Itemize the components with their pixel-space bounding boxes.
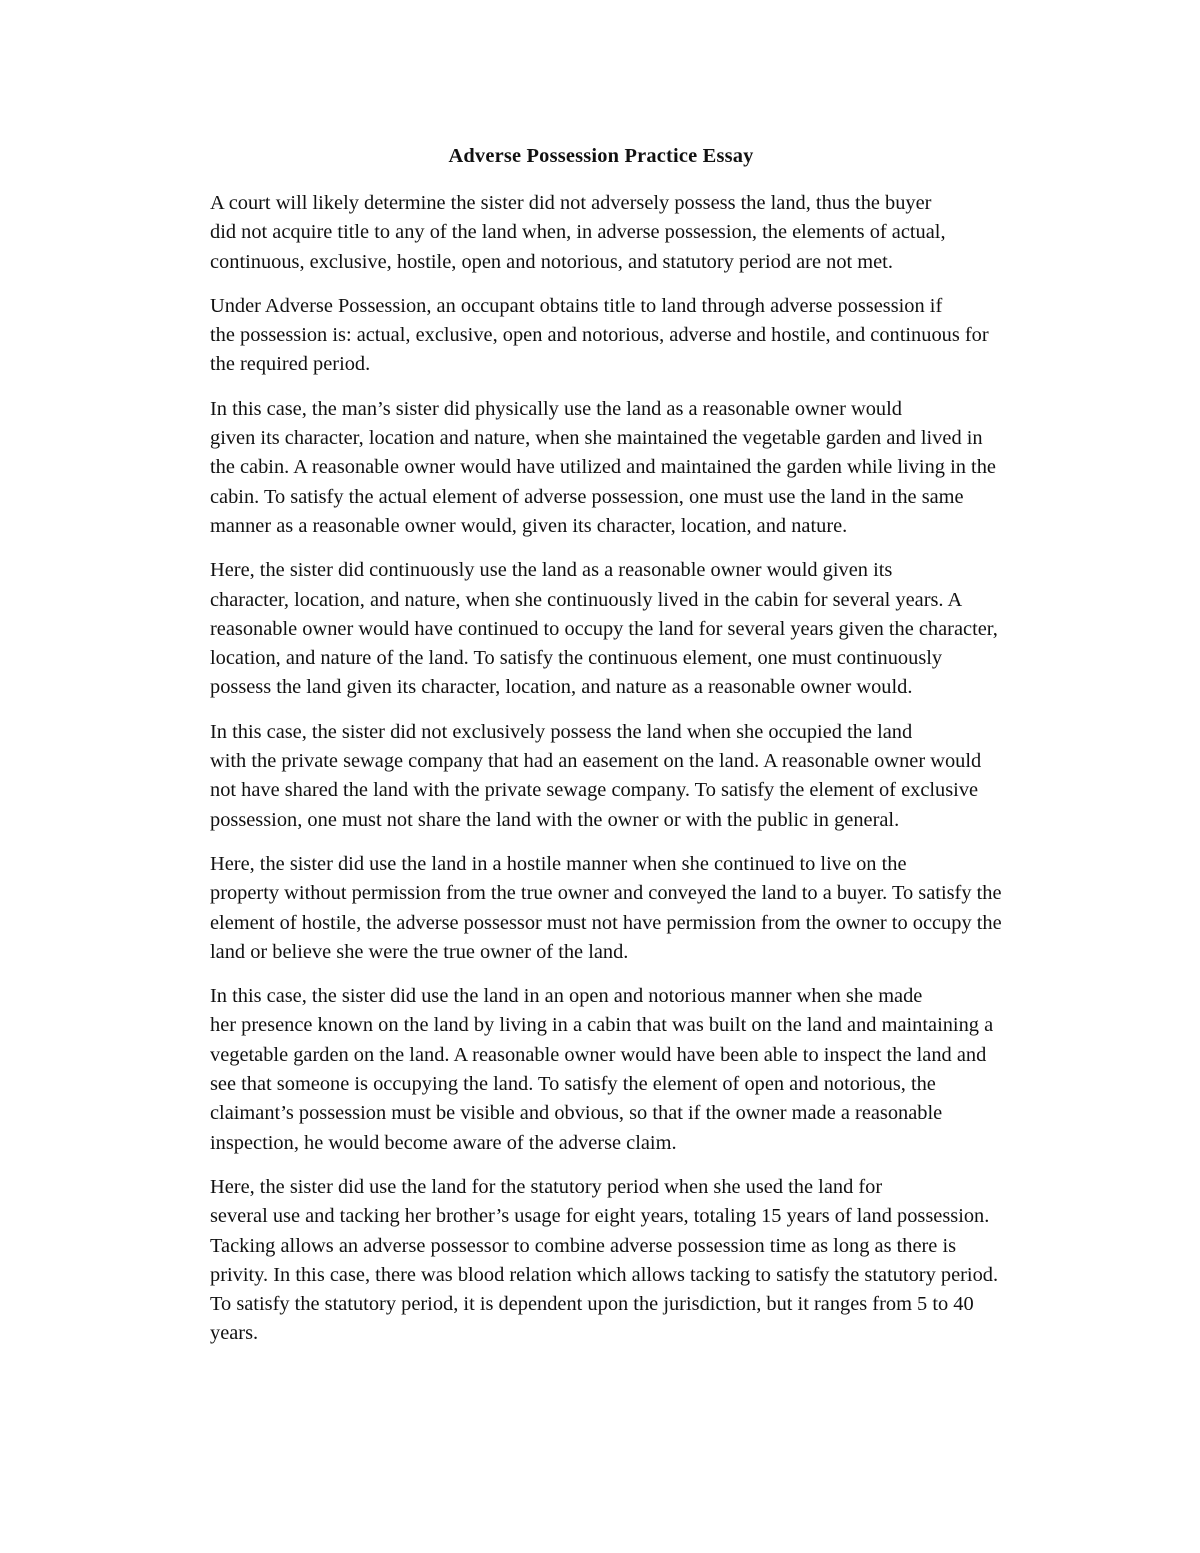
paragraph-line: see that someone is occupying the land. To satisfy the element of open and notorious, the bbox=[210, 1073, 936, 1096]
essay-paragraph bbox=[140, 292, 1062, 380]
paragraph-line: In this case, the sister did not exclusively possess the land when she occupied the land bbox=[210, 720, 913, 743]
paragraph-line: character, location, and nature, when she continuously lived in the cabin for several years. A bbox=[210, 588, 963, 611]
paragraph-line: years. bbox=[210, 1322, 259, 1345]
paragraph-line: Under Adverse Possession, an occupant obtains title to land through adverse possession if bbox=[210, 294, 943, 317]
paragraph-line: given its character, location and nature, when she maintained the vegetable garden and lived in bbox=[210, 427, 983, 450]
paragraph-line: privity. In this case, there was blood relation which allows tacking to satisfy the statutory period. bbox=[210, 1263, 999, 1286]
paragraph-line: A court will likely determine the sister did not adversely possess the land, thus the buyer bbox=[210, 192, 932, 214]
paragraph-line: claimant’s possession must be visible and obvious, so that if the owner made a reasonable bbox=[210, 1102, 943, 1125]
essay-paragraph bbox=[140, 718, 1062, 835]
essay-paragraph bbox=[140, 556, 1062, 702]
paragraph-line: To satisfy the statutory period, it is dependent upon the jurisdiction, but it ranges from 5 to 40 bbox=[210, 1293, 974, 1316]
paragraph-line: not have shared the land with the private sewage company. To satisfy the element of exclusive bbox=[210, 779, 979, 802]
paragraph-line: property without permission from the true owner and conveyed the land to a buyer. To satisfy the bbox=[210, 882, 1002, 905]
essay-paragraph bbox=[140, 395, 1062, 541]
paragraph-line: location, and nature of the land. To satisfy the continuous element, one must continuously bbox=[210, 647, 943, 670]
paragraph-line: with the private sewage company that had an easement on the land. A reasonable owner would bbox=[210, 750, 982, 773]
paragraph-line: did not acquire title to any of the land when, in adverse possession, the elements of actual, bbox=[210, 221, 946, 244]
paragraph-line: In this case, the sister did use the land in an open and notorious manner when she made bbox=[210, 985, 923, 1008]
paragraph-line: element of hostile, the adverse possessor must not have permission from the owner to occupy the bbox=[210, 911, 1002, 934]
paragraph-line: continuous, exclusive, hostile, open and notorious, and statutory period are not met. bbox=[210, 250, 893, 273]
paragraph-line: In this case, the man’s sister did physically use the land as a reasonable owner would bbox=[210, 397, 902, 420]
paragraph-line: the required period. bbox=[210, 353, 371, 376]
paragraph-line: Here, the sister did continuously use the land as a reasonable owner would given its bbox=[210, 559, 893, 582]
paragraph-line: inspection, he would become aware of the adverse claim. bbox=[210, 1131, 677, 1154]
paragraph-line: cabin. To satisfy the actual element of adverse possession, one must use the land in the same bbox=[210, 485, 964, 508]
essay-paragraph bbox=[140, 1173, 1062, 1349]
paragraph-line: several use and tacking her brother’s usage for eight years, totaling 15 years of land possession. bbox=[210, 1205, 990, 1228]
essay-paragraph bbox=[140, 982, 1062, 1158]
paragraph-line: Tacking allows an adverse possessor to combine adverse possession time as long as there is bbox=[210, 1234, 957, 1257]
paragraph-line: Here, the sister did use the land for the statutory period when she used the land for bbox=[210, 1175, 883, 1198]
paragraph-line: manner as a reasonable owner would, given its character, location, and nature. bbox=[210, 514, 848, 537]
paragraph-line: the possession is: actual, exclusive, open and notorious, adverse and hostile, and continuous for bbox=[210, 324, 989, 347]
paragraph-line: land or believe she were the true owner of the land. bbox=[210, 940, 629, 963]
paragraph-line: possession, one must not share the land with the owner or with the public in general. bbox=[210, 808, 900, 831]
paragraph-list bbox=[140, 189, 1062, 1349]
paragraph-line: vegetable garden on the land. A reasonable owner would have been able to inspect the land and bbox=[210, 1043, 987, 1066]
paragraph-line: her presence known on the land by living in a cabin that was built on the land and maintaining a bbox=[210, 1014, 994, 1037]
paragraph-line: Here, the sister did use the land in a hostile manner when she continued to live on the bbox=[210, 852, 907, 875]
paragraph-line: possess the land given its character, location, and nature as a reasonable owner would. bbox=[210, 676, 913, 699]
essay-paragraph bbox=[140, 189, 1062, 277]
paragraph-line: the cabin. A reasonable owner would have utilized and maintained the garden while living in the bbox=[210, 456, 996, 479]
document-title: Adverse Possession Practice Essay bbox=[448, 145, 754, 167]
document-body bbox=[140, 142, 1062, 1364]
essay-paragraph bbox=[140, 850, 1062, 967]
paragraph-line: reasonable owner would have continued to occupy the land for several years given the character, bbox=[210, 617, 998, 640]
